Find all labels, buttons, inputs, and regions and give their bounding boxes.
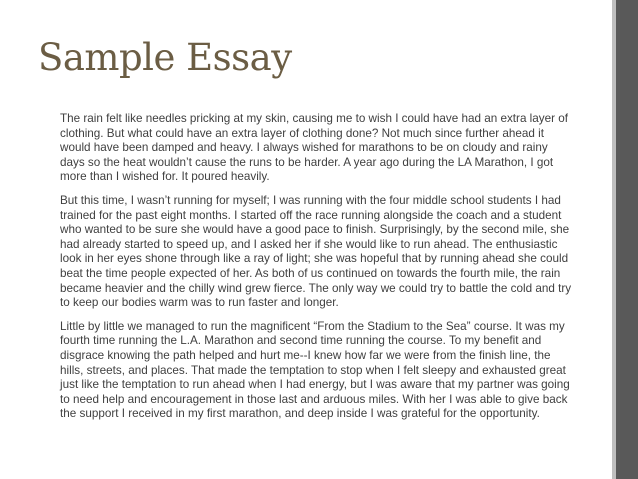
accent-stripe (616, 0, 638, 479)
essay-paragraph-2: But this time, I wasn’t running for myself; I was running with the four middle school students I had trained for the past eight months. I started off the race running alongside the coach and a student who wanted to be sure she would have a good pace to finish. Surprisingly, by the second mile, she had already started to speed up, and I asked her if she would like to run ahead. The enthusiastic look in her eyes shone through like a ray of light; she was hopeful that by running ahead she could beat the time people expected of her. As both of us continued on towards the fourth mile, the rain became heavier and the chilly wind grew fierce. The only way we could try to battle the cold and try to keep our bodies warm was to run faster and longer. (60, 193, 572, 310)
essay-body (60, 112, 573, 431)
essay-paragraph-1: The rain felt like needles pricking at my skin, causing me to wish I could have had an extra layer of clothing. But what could have an extra layer of clothing done? Not much since further ahead it would have been damped and heavy. I always wished for marathons to be on cloudy and rainy days so the heat wouldn’t cause the runs to be harder. A year ago during the LA Marathon, I got more than I wished for. It poured heavily. (60, 112, 569, 184)
essay-paragraph-3: Little by little we managed to run the magnificent “From the Stadium to the Sea” course. It was my fourth time running the L.A. Marathon and second time running the course. To my benefit and disgrace knowing the path helped and hurt me--I knew how far we were from the finish line, the hills, streets, and places. That made the temptation to stop when I felt sleepy and exhausted great just like the temptation to run ahead when I had energy, but I was aware that my partner was going to need help and encouragement in those last and arduous miles. With her I was able to give back the support I received in my first marathon, and deep inside I was grateful for the opportunity. (60, 319, 570, 421)
slide-title: Sample Essay (38, 36, 292, 79)
